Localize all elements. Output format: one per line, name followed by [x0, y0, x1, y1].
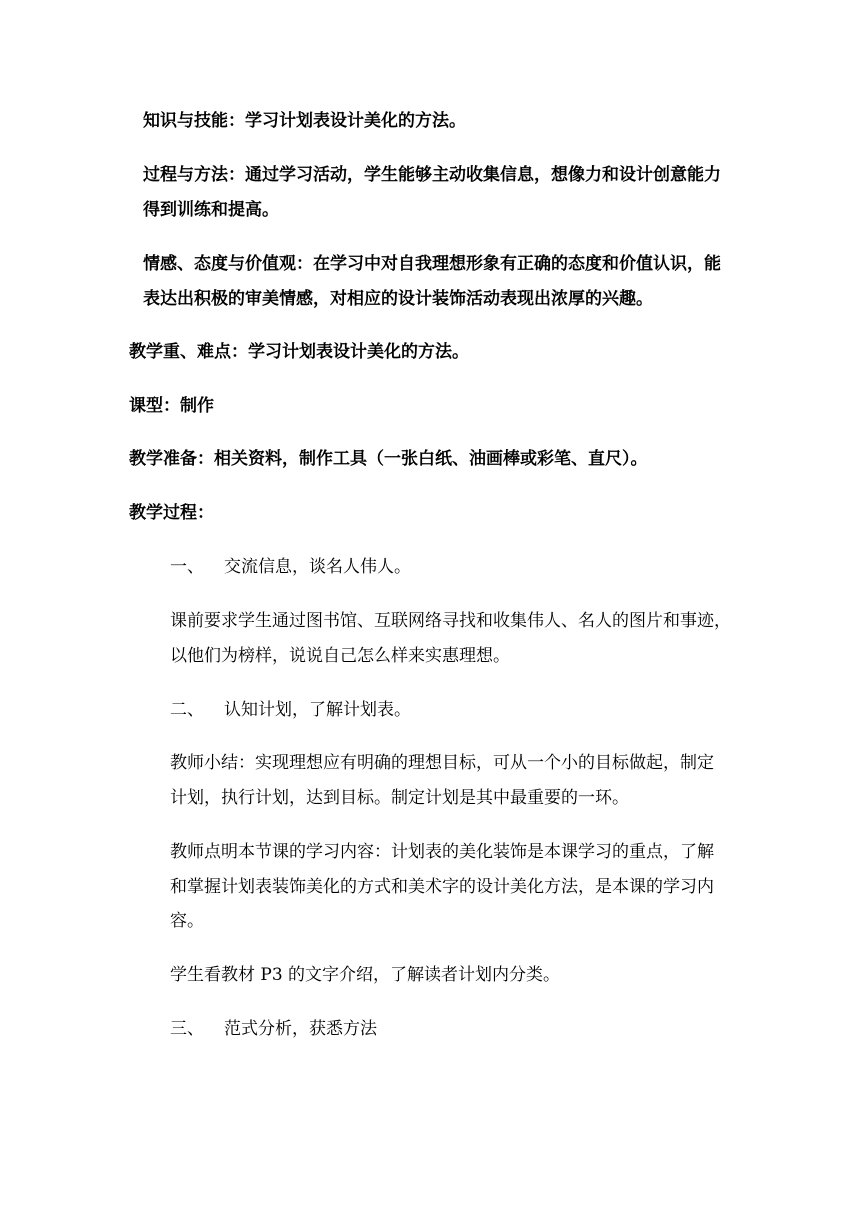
objective-knowledge: 知识与技能：学习计划表设计美化的方法。 [143, 111, 466, 131]
paragraph-line: 以他们为榜样，说说自己怎么样来实惠理想。 [170, 646, 510, 666]
paragraph-line: 计划，执行计划，达到目标。制定计划是其中最重要的一环。 [170, 788, 629, 808]
paragraph-line: 学生看教材 P3 的文字介绍，了解读者计划内分类。 [170, 965, 561, 985]
paragraph-line: 课前要求学生通过图书馆、互联网络寻找和收集伟人、名人的图片和事迹， [170, 611, 731, 631]
step-number: 一、 [170, 557, 204, 577]
objective-process-line-2: 得到训练和提高。 [143, 200, 279, 220]
step-title: 认知计划，了解计划表。 [224, 700, 411, 720]
objective-emotion-line-1: 情感、态度与价值观：在学习中对自我理想形象有正确的态度和价值认识，能 [143, 254, 721, 274]
step-number: 二、 [170, 700, 204, 720]
paragraph-line: 和掌握计划表装饰美化的方式和美术字的设计美化方法，是本课的学习内 [170, 877, 714, 897]
key-points: 教学重、难点：学习计划表设计美化的方法。 [129, 342, 469, 362]
step-number: 三、 [170, 1019, 204, 1039]
step-heading [170, 700, 411, 720]
objective-process-line-1: 过程与方法：通过学习活动，学生能够主动收集信息，想像力和设计创意能力 [143, 165, 721, 185]
step-heading [170, 557, 411, 577]
paragraph-line: 教师点明本节课的学习内容：计划表的美化装饰是本课学习的重点，了解 [170, 842, 714, 862]
step-title: 交流信息，谈名人伟人。 [224, 557, 411, 577]
step-heading [170, 1019, 377, 1039]
paragraph-line: 容。 [170, 911, 204, 931]
objective-emotion-line-2: 表达出积极的审美情感，对相应的设计装饰活动表现出浓厚的兴趣。 [143, 289, 653, 309]
teaching-preparation: 教学准备：相关资料，制作工具（一张白纸、油画棒或彩笔、直尺）。 [129, 449, 648, 469]
paragraph-line: 教师小结：实现理想应有明确的理想目标，可从一个小的目标做起，制定 [170, 753, 714, 773]
step-title: 范式分析，获悉方法 [224, 1019, 377, 1039]
lesson-type: 课型：制作 [129, 396, 214, 416]
teaching-process-heading: 教学过程： [129, 503, 214, 523]
